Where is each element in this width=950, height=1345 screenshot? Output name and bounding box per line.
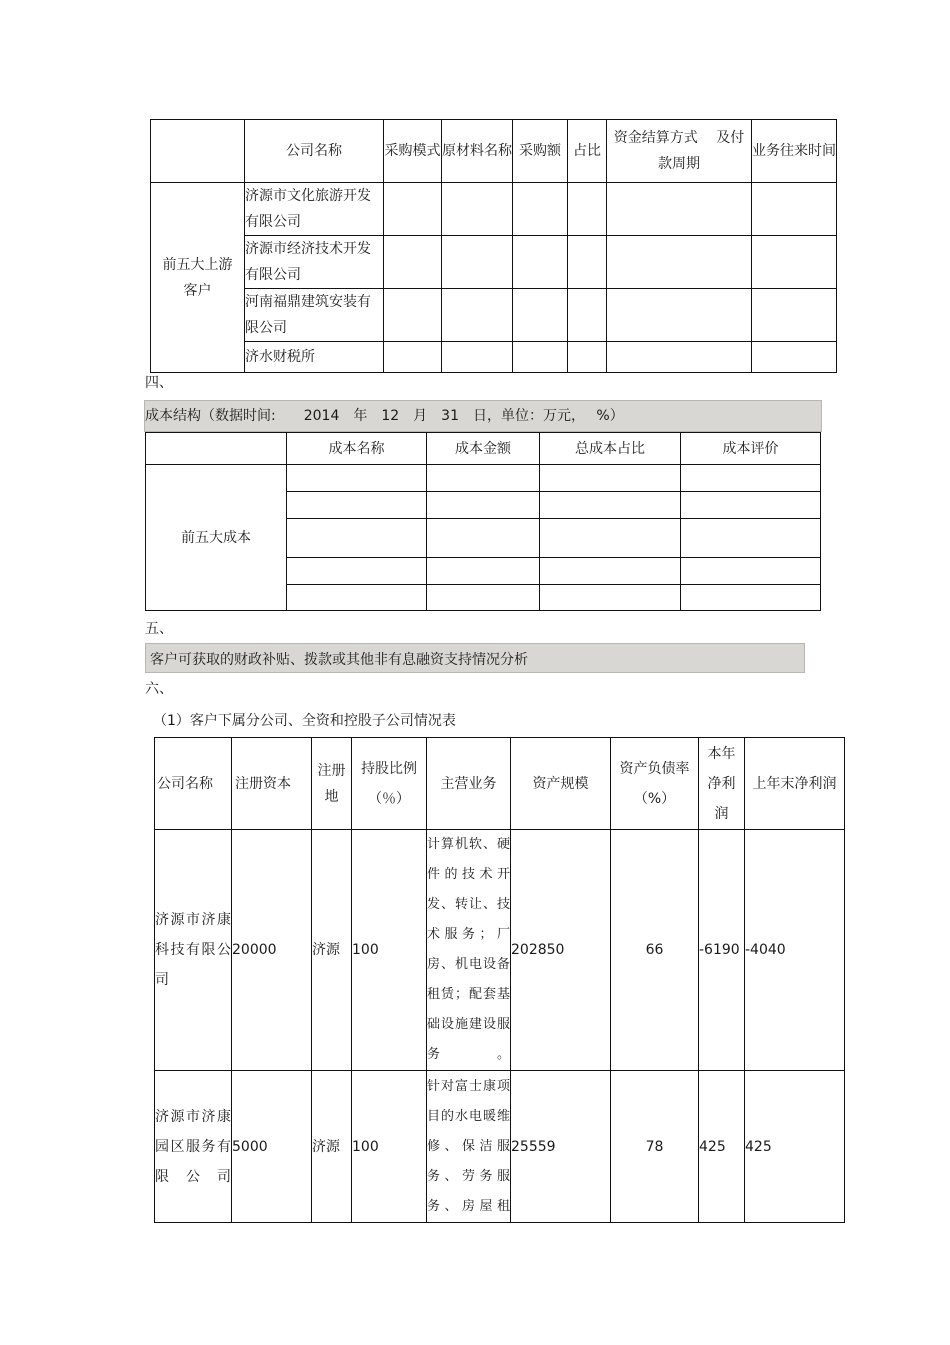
subsidiaries-subtitle: （1）客户下属分公司、全资和控股子公司情况表 [153, 713, 456, 729]
header-registered-place: 注册地 [312, 738, 352, 830]
header-cost-name: 成本名称 [287, 433, 427, 465]
header-material-name: 原材料名称 [442, 120, 513, 183]
upstream-customers-table [150, 119, 837, 373]
header-current-profit: 本年净利润 [699, 738, 745, 830]
header-share-ratio: 持股比例（％） [352, 738, 427, 830]
group-label-upstream: 前五大上游客户 [151, 183, 245, 373]
header-asset-scale: 资产规模 [511, 738, 611, 830]
header-purchase-mode: 采购模式 [384, 120, 442, 183]
registered-capital: 5000 [232, 1071, 312, 1223]
asset-scale: 25559 [511, 1071, 611, 1223]
header-registered-capital: 注册资本 [232, 738, 312, 830]
corner-cell [146, 433, 287, 465]
header-ratio: 占比 [568, 120, 607, 183]
cost-structure-table [145, 432, 821, 611]
main-business: 计算机软、硬件的技术开发、转让、技术服务；厂房、机电设备租赁；配套基础设施建设服务。 [427, 830, 511, 1071]
header-company-name: 公司名称 [245, 120, 384, 183]
share-ratio: 100 [352, 1071, 427, 1223]
header-last-profit: 上年末净利润 [745, 738, 845, 830]
current-profit: 425 [699, 1071, 745, 1223]
header-cost-ratio: 总成本占比 [540, 433, 681, 465]
section-five-marker: 五、 [145, 621, 173, 637]
header-company-name: 公司名称 [155, 738, 232, 830]
table-row [155, 1071, 845, 1223]
company-cell: 河南福鼎建筑安装有限公司 [245, 289, 384, 342]
debt-ratio: 78 [611, 1071, 699, 1223]
registered-capital: 20000 [232, 830, 312, 1071]
section-six-marker: 六、 [145, 681, 173, 697]
last-year-profit: 425 [745, 1071, 845, 1223]
subsidiaries-table [154, 737, 845, 1223]
subsidy-analysis-band: 客户可获取的财政补贴、拨款或其他非有息融资支持情况分析 [145, 643, 805, 673]
header-cost-amount: 成本金额 [427, 433, 540, 465]
subsidiary-name: 济源市济康园区服务有限公司 [155, 1071, 232, 1223]
registered-place: 济源 [312, 830, 352, 1071]
cost-structure-band: 成本结构（数据时间: 2014 年 12 月 31 日，单位：万元， %） [144, 400, 822, 432]
subsidiary-name: 济源市济康科技有限公司 [155, 830, 232, 1071]
group-label-top-costs: 前五大成本 [146, 465, 287, 611]
header-business-time: 业务往来时间 [752, 120, 837, 183]
debt-ratio: 66 [611, 830, 699, 1071]
header-purchase-amount: 采购额 [513, 120, 568, 183]
header-main-business: 主营业务 [427, 738, 511, 830]
current-profit: -6190 [699, 830, 745, 1071]
last-year-profit: -4040 [745, 830, 845, 1071]
company-cell: 济源市文化旅游开发有限公司 [245, 183, 384, 236]
company-cell: 济源市经济技术开发有限公司 [245, 236, 384, 289]
asset-scale: 202850 [511, 830, 611, 1071]
company-cell: 济水财税所 [245, 342, 384, 373]
header-cost-evaluation: 成本评价 [681, 433, 821, 465]
corner-cell [151, 120, 245, 183]
section-four-marker: 四、 [145, 375, 173, 391]
main-business: 针对富士康项目的水电暖维修、保洁服务、劳务服务、房屋租 [427, 1071, 511, 1223]
table-row [155, 830, 845, 1071]
share-ratio: 100 [352, 830, 427, 1071]
header-debt-ratio: 资产负债率（%） [611, 738, 699, 830]
registered-place: 济源 [312, 1071, 352, 1223]
header-settlement-method: 资金结算方式 及付款周期 [607, 120, 752, 183]
